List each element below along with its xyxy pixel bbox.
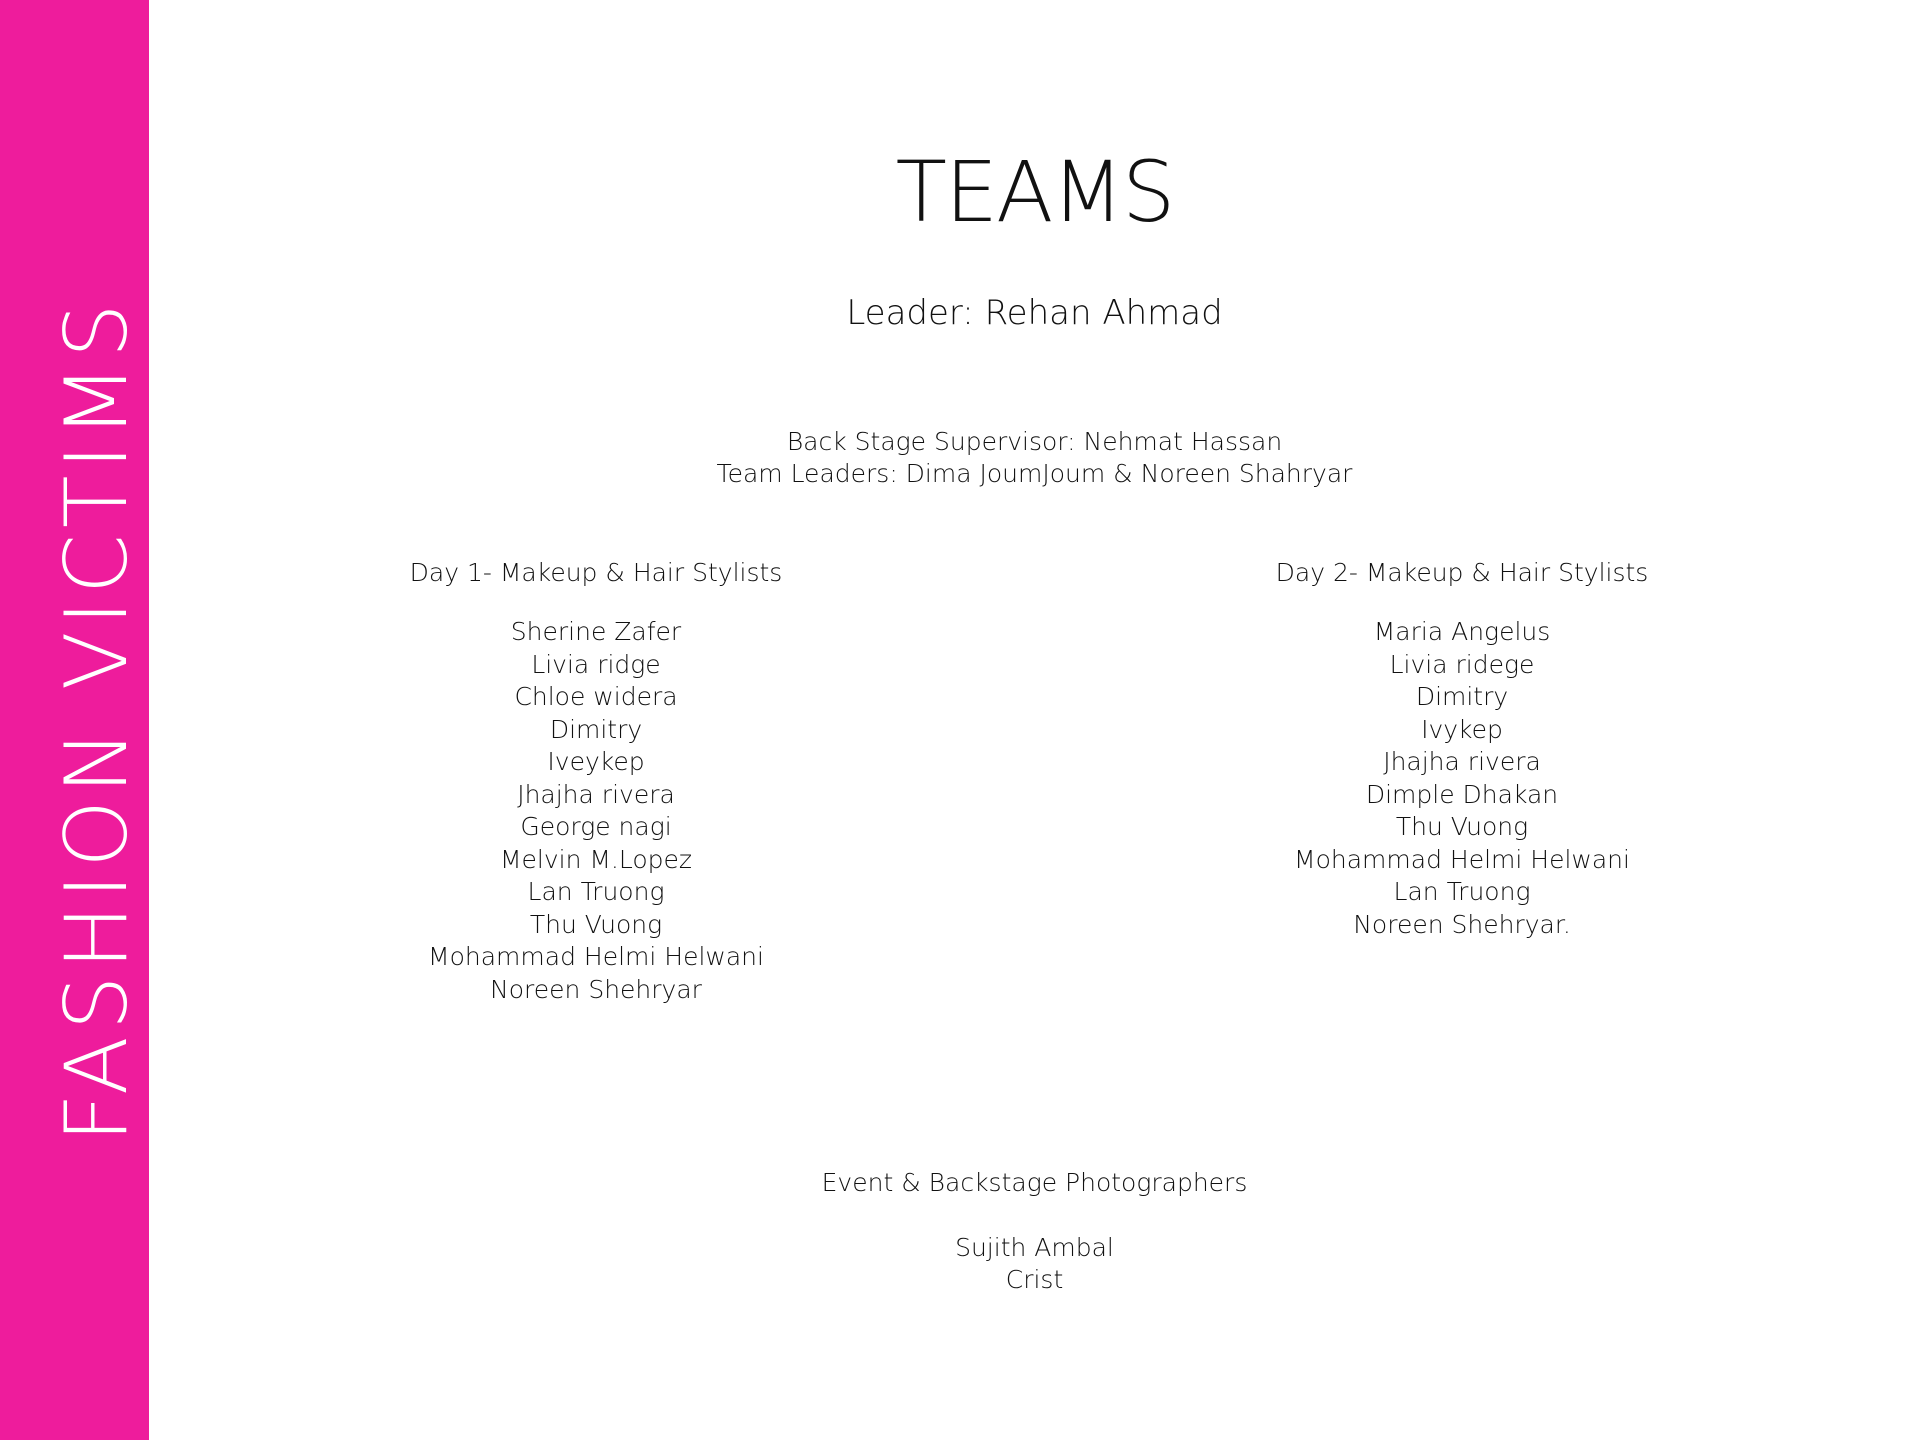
list-item: Dimitry — [1415, 682, 1509, 711]
list-item: Mohammad Helmi Helwani — [1294, 844, 1630, 874]
list-item: Thu Vuong — [529, 909, 663, 939]
day1-column — [346, 557, 846, 1006]
list-item: Livia ridge — [531, 649, 661, 679]
day2-name-list — [1212, 616, 1712, 941]
sidebar-band — [0, 0, 149, 1440]
team-leader: Leader: Rehan Ahmad — [846, 293, 1223, 333]
photographers-heading: Event & Backstage Photographers — [821, 1168, 1248, 1197]
backstage-supervisor: Back Stage Supervisor: Nehmat Hassan — [786, 427, 1283, 456]
day2-column — [1212, 557, 1712, 941]
list-item: Jhajha rivera — [1383, 747, 1541, 776]
list-item: Sujith Ambal — [955, 1233, 1114, 1262]
photographers-block — [149, 1167, 1920, 1296]
list-item: Dimitry — [549, 714, 643, 744]
supervisors-block — [149, 426, 1920, 490]
list-item: Crist — [1005, 1265, 1064, 1294]
list-item: Noreen Shehryar. — [1353, 909, 1571, 939]
list-item: George nagi — [520, 812, 672, 841]
page-title: TEAMS — [895, 143, 1174, 241]
list-item: Iveykep — [547, 747, 645, 776]
list-item: Dimple Dhakan — [1365, 779, 1559, 809]
list-item: Maria Angelus — [1373, 617, 1551, 646]
day1-name-list — [346, 616, 846, 1006]
list-item: Sherine Zafer — [510, 617, 682, 646]
team-leaders: Team Leaders: Dima JoumJoum & Noreen Shahryar — [716, 459, 1353, 488]
list-item: Mohammad Helmi Helwani — [428, 942, 764, 971]
list-item: Lan Truong — [527, 877, 665, 906]
list-item: Noreen Shehryar — [490, 974, 702, 1004]
photographers-name-list — [149, 1232, 1920, 1296]
list-item: Livia ridege — [1389, 649, 1535, 679]
list-item: Lan Truong — [1393, 877, 1531, 906]
list-item: Ivykep — [1421, 714, 1503, 744]
day2-heading: Day 2- Makeup & Hair Stylists — [1275, 558, 1649, 587]
list-item: Thu Vuong — [1395, 812, 1529, 841]
list-item: Melvin M.Lopez — [499, 844, 693, 874]
day1-heading: Day 1- Makeup & Hair Stylists — [409, 558, 783, 587]
sidebar-title: FASHION VICTIMS — [47, 297, 147, 1143]
list-item: Chloe widera — [514, 682, 678, 711]
list-item: Jhajha rivera — [517, 779, 675, 809]
